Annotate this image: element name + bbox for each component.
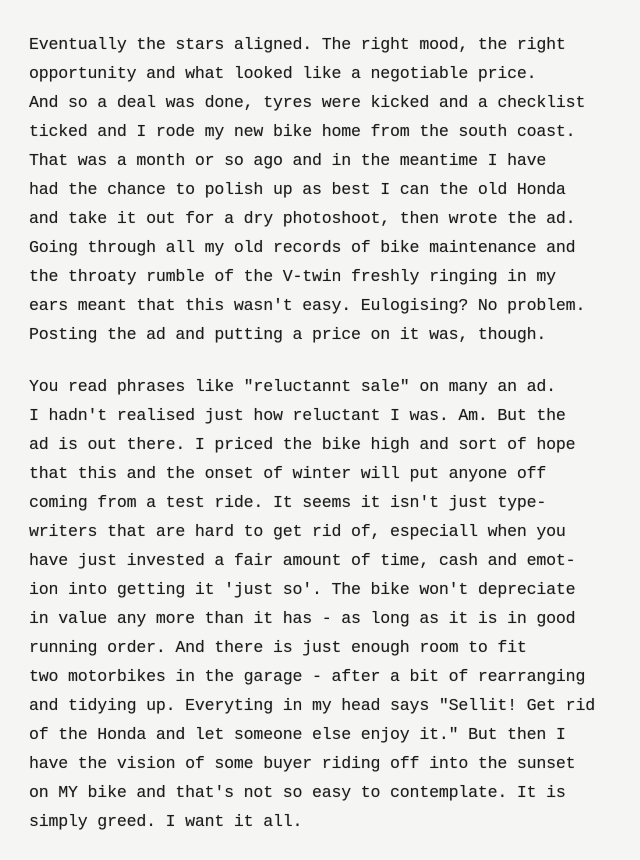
text-line: and take it out for a dry photoshoot, then wrote the ad.	[29, 209, 576, 228]
text-line: that this and the onset of winter will put anyone off	[29, 464, 547, 483]
text-line: That was a month or so ago and in the meantime I have	[29, 151, 547, 170]
text-line: opportunity and what looked like a negotiable price.	[29, 64, 537, 83]
text-line: have the vision of some buyer riding off into the sunset	[29, 754, 576, 773]
text-line: I hadn't realised just how reluctant I was. Am. But the	[29, 406, 566, 425]
text-line: simply greed. I want it all.	[29, 812, 303, 831]
text-line: ad is out there. I priced the bike high and sort of hope	[29, 435, 576, 454]
text-line: and tidying up. Everyting in my head says "Sellit! Get rid	[29, 696, 595, 715]
paragraph-2	[29, 372, 595, 836]
text-line: Posting the ad and putting a price on it was, though.	[29, 325, 547, 344]
text-line: You read phrases like "reluctannt sale" on many an ad.	[29, 377, 556, 396]
text-line: running order. And there is just enough room to fit	[29, 638, 527, 657]
text-line: writers that are hard to get rid of, especiall when you	[29, 522, 566, 541]
text-line: And so a deal was done, tyres were kicked and a checklist	[29, 93, 586, 112]
text-line: Going through all my old records of bike maintenance and	[29, 238, 576, 257]
text-line: coming from a test ride. It seems it isn't just type-	[29, 493, 547, 512]
text-line: ion into getting it 'just so'. The bike won't depreciate	[29, 580, 576, 599]
text-line: have just invested a fair amount of time, cash and emot-	[29, 551, 576, 570]
text-line: Eventually the stars aligned. The right mood, the right	[29, 35, 566, 54]
text-line: ticked and I rode my new bike home from the south coast.	[29, 122, 576, 141]
text-line: ears meant that this wasn't easy. Eulogising? No problem.	[29, 296, 586, 315]
text-line: two motorbikes in the garage - after a bit of rearranging	[29, 667, 586, 686]
text-line: the throaty rumble of the V-twin freshly ringing in my	[29, 267, 556, 286]
text-line: in value any more than it has - as long as it is in good	[29, 609, 576, 628]
paragraph-1	[29, 30, 585, 349]
text-line: on MY bike and that's not so easy to contemplate. It is	[29, 783, 566, 802]
text-line: of the Honda and let someone else enjoy it." But then I	[29, 725, 566, 744]
text-line: had the chance to polish up as best I can the old Honda	[29, 180, 566, 199]
